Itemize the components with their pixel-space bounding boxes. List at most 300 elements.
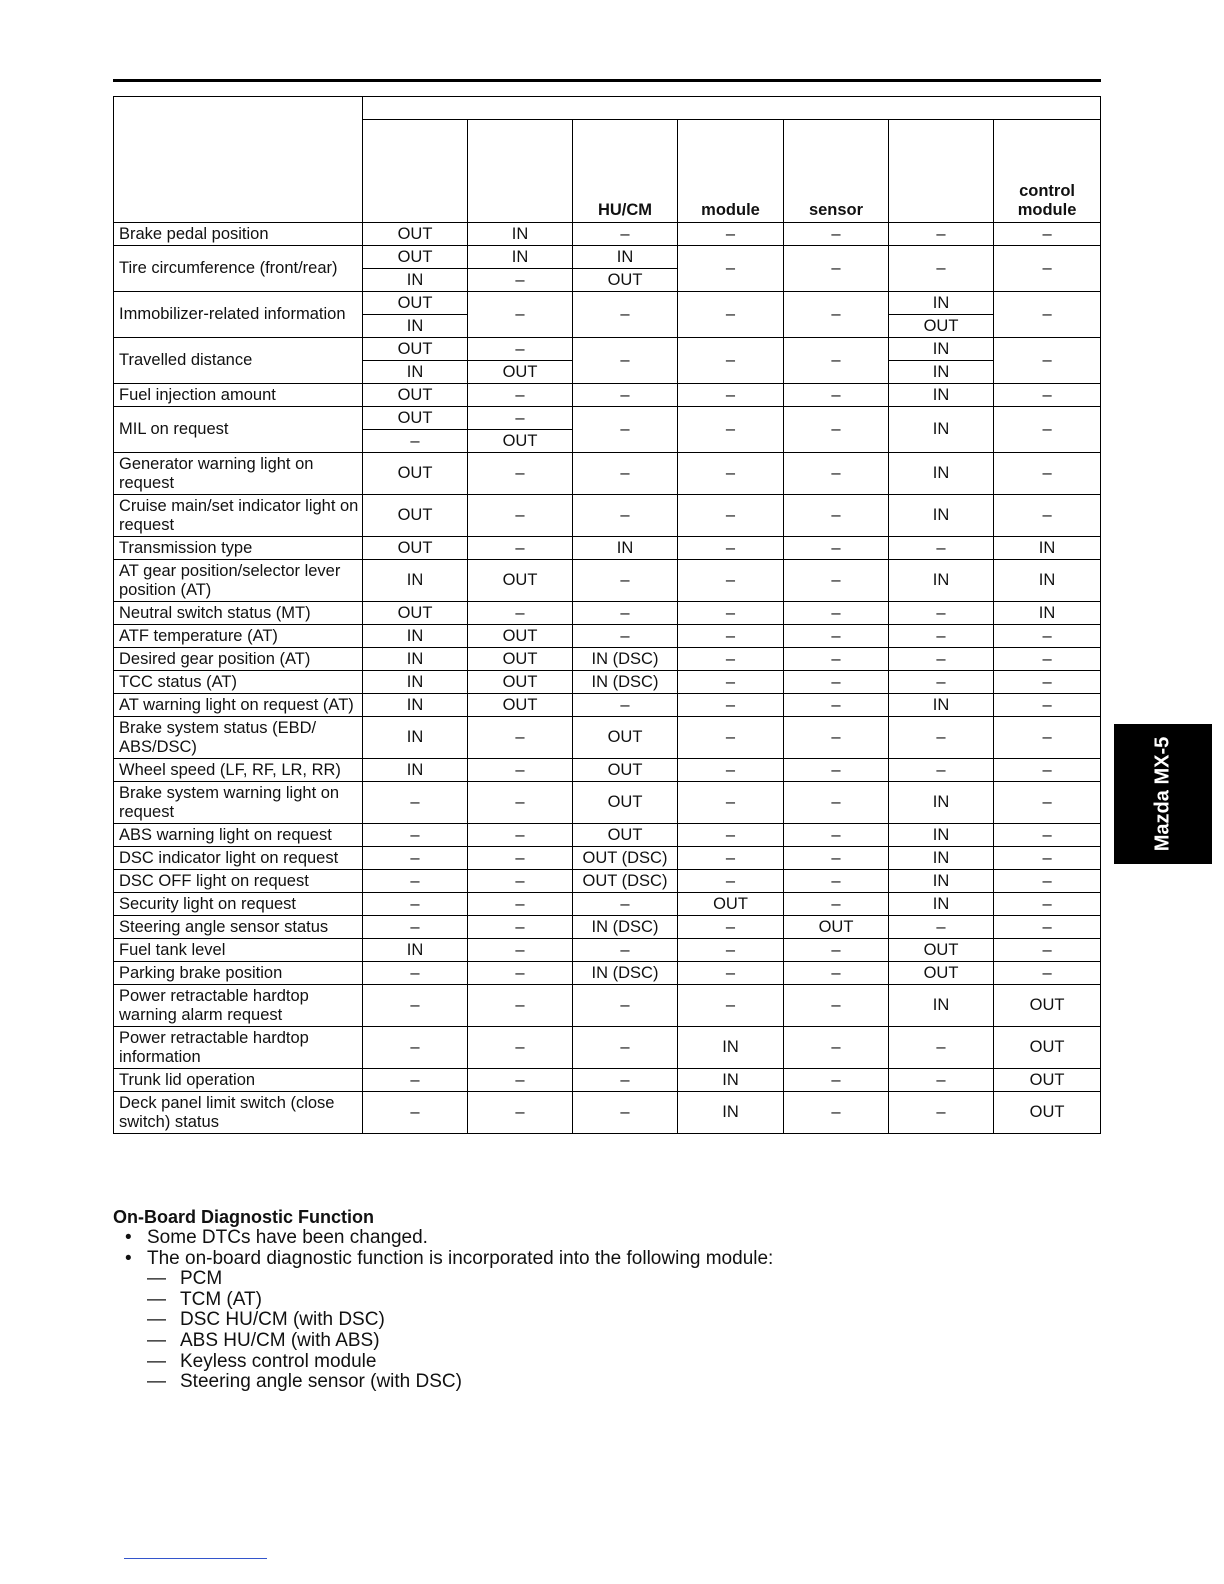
dash-marker: — bbox=[147, 1268, 166, 1290]
header-corner-cell bbox=[114, 97, 363, 223]
row-label: DSC indicator light on request bbox=[114, 847, 363, 870]
module-name: TCM (AT) bbox=[180, 1288, 262, 1310]
row-label: Immobilizer-related information bbox=[114, 292, 363, 338]
table-cell: – bbox=[784, 453, 889, 495]
row-label: MIL on request bbox=[114, 407, 363, 453]
table-cell: – bbox=[573, 939, 678, 962]
table-cell: – bbox=[784, 759, 889, 782]
obd-bullet-list bbox=[113, 1228, 1093, 1269]
table-cell: IN bbox=[889, 560, 994, 602]
table-cell: – bbox=[468, 407, 573, 430]
table-cell: – bbox=[889, 717, 994, 759]
table-row bbox=[114, 602, 1101, 625]
table-cell: – bbox=[468, 602, 573, 625]
table-cell: – bbox=[573, 453, 678, 495]
table-cell: – bbox=[784, 847, 889, 870]
table-cell: – bbox=[889, 246, 994, 292]
table-cell: – bbox=[363, 430, 468, 453]
side-tab bbox=[1114, 724, 1212, 864]
table-cell: OUT bbox=[363, 453, 468, 495]
row-label: Fuel tank level bbox=[114, 939, 363, 962]
table-cell: OUT bbox=[363, 223, 468, 246]
table-cell: OUT bbox=[363, 407, 468, 430]
table-cell: – bbox=[468, 985, 573, 1027]
table-cell: – bbox=[678, 648, 784, 671]
table-cell: – bbox=[468, 1092, 573, 1134]
table-cell: – bbox=[678, 223, 784, 246]
table-cell: IN bbox=[468, 246, 573, 269]
table-row bbox=[114, 625, 1101, 648]
table-cell: – bbox=[468, 870, 573, 893]
table-cell: – bbox=[784, 985, 889, 1027]
table-cell: – bbox=[994, 916, 1101, 939]
row-label: TCC status (AT) bbox=[114, 671, 363, 694]
bullet-marker: • bbox=[125, 1247, 132, 1269]
table-cell: OUT bbox=[994, 1092, 1101, 1134]
table-cell: – bbox=[468, 939, 573, 962]
list-item bbox=[113, 1372, 1093, 1393]
table-cell: – bbox=[678, 407, 784, 453]
footer-link-underline bbox=[124, 1558, 267, 1559]
table-cell: – bbox=[573, 407, 678, 453]
table-cell: OUT bbox=[468, 430, 573, 453]
table-cell: OUT bbox=[573, 759, 678, 782]
table-cell: – bbox=[678, 384, 784, 407]
row-label: Tire circumference (front/rear) bbox=[114, 246, 363, 292]
table-cell: IN bbox=[573, 246, 678, 269]
table-cell: – bbox=[363, 824, 468, 847]
table-cell: – bbox=[994, 939, 1101, 962]
table-cell: IN bbox=[468, 223, 573, 246]
table-cell: IN (DSC) bbox=[573, 916, 678, 939]
list-item bbox=[113, 1352, 1093, 1373]
table-cell: IN bbox=[363, 759, 468, 782]
table-cell: – bbox=[994, 870, 1101, 893]
table-cell: – bbox=[468, 1069, 573, 1092]
table-cell: – bbox=[468, 847, 573, 870]
table-cell: OUT bbox=[468, 648, 573, 671]
table-cell: – bbox=[784, 1069, 889, 1092]
table-cell: – bbox=[889, 223, 994, 246]
table-cell: IN bbox=[363, 361, 468, 384]
table-cell: IN (DSC) bbox=[573, 671, 678, 694]
table-cell: – bbox=[784, 384, 889, 407]
table-cell: IN bbox=[363, 315, 468, 338]
table-row bbox=[114, 1069, 1101, 1092]
table-cell: – bbox=[678, 292, 784, 338]
table-row bbox=[114, 537, 1101, 560]
can-signal-table bbox=[113, 96, 1101, 1134]
row-label: Trunk lid operation bbox=[114, 1069, 363, 1092]
module-name: PCM bbox=[180, 1268, 223, 1290]
obd-section bbox=[113, 1207, 1093, 1393]
table-row bbox=[114, 407, 1101, 430]
table-cell: – bbox=[994, 671, 1101, 694]
table-cell: – bbox=[784, 671, 889, 694]
table-cell: – bbox=[468, 824, 573, 847]
table-cell: – bbox=[784, 893, 889, 916]
row-label: Desired gear position (AT) bbox=[114, 648, 363, 671]
table-cell: – bbox=[889, 648, 994, 671]
table-cell: – bbox=[994, 223, 1101, 246]
table-cell: – bbox=[784, 407, 889, 453]
table-cell: OUT (DSC) bbox=[573, 847, 678, 870]
column-header: control module bbox=[994, 120, 1101, 223]
table-cell: – bbox=[784, 495, 889, 537]
table-cell: – bbox=[994, 759, 1101, 782]
table-row bbox=[114, 847, 1101, 870]
row-label: Deck panel limit switch (close switch) status bbox=[114, 1092, 363, 1134]
table-row bbox=[114, 985, 1101, 1027]
column-header: HU/CM bbox=[573, 120, 678, 223]
table-cell: – bbox=[889, 537, 994, 560]
table-cell: – bbox=[994, 384, 1101, 407]
table-cell: – bbox=[994, 847, 1101, 870]
list-item bbox=[113, 1249, 1093, 1270]
table-row bbox=[114, 870, 1101, 893]
table-cell: – bbox=[994, 495, 1101, 537]
table-cell: – bbox=[468, 495, 573, 537]
table-cell: – bbox=[468, 717, 573, 759]
table-cell: OUT bbox=[573, 824, 678, 847]
table-cell: OUT bbox=[784, 916, 889, 939]
table-cell: – bbox=[994, 648, 1101, 671]
table-cell: – bbox=[889, 1027, 994, 1069]
row-label: Parking brake position bbox=[114, 962, 363, 985]
table-cell: – bbox=[784, 246, 889, 292]
table-cell: – bbox=[573, 602, 678, 625]
column-header: sensor bbox=[784, 120, 889, 223]
table-cell: – bbox=[784, 717, 889, 759]
table-cell: OUT bbox=[994, 1027, 1101, 1069]
row-label: Brake system warning light on request bbox=[114, 782, 363, 824]
table-cell: – bbox=[784, 694, 889, 717]
table-cell: OUT bbox=[573, 782, 678, 824]
table-cell: – bbox=[573, 985, 678, 1027]
header-group-cell bbox=[363, 97, 1101, 120]
column-header bbox=[363, 120, 468, 223]
table-cell: IN bbox=[363, 671, 468, 694]
table-cell: – bbox=[678, 453, 784, 495]
table-cell: – bbox=[784, 648, 889, 671]
table-cell: OUT bbox=[468, 671, 573, 694]
table-cell: IN bbox=[889, 361, 994, 384]
row-label: Power retractable hardtop warning alarm request bbox=[114, 985, 363, 1027]
row-label: Generator warning light on request bbox=[114, 453, 363, 495]
table-cell: IN bbox=[889, 870, 994, 893]
table-cell: – bbox=[889, 671, 994, 694]
table-cell: – bbox=[363, 870, 468, 893]
table-cell: OUT bbox=[994, 985, 1101, 1027]
table-cell: – bbox=[573, 625, 678, 648]
table-cell: IN (DSC) bbox=[573, 648, 678, 671]
table-cell: – bbox=[363, 1027, 468, 1069]
table-cell: IN bbox=[363, 717, 468, 759]
row-label: Wheel speed (LF, RF, LR, RR) bbox=[114, 759, 363, 782]
table-row bbox=[114, 223, 1101, 246]
column-header bbox=[468, 120, 573, 223]
table-cell: – bbox=[678, 495, 784, 537]
table-cell: – bbox=[784, 223, 889, 246]
table-cell: – bbox=[573, 495, 678, 537]
table-cell: – bbox=[784, 625, 889, 648]
dash-marker: — bbox=[147, 1309, 166, 1331]
table-cell: OUT bbox=[363, 537, 468, 560]
table-row bbox=[114, 1027, 1101, 1069]
list-item bbox=[113, 1228, 1093, 1249]
table-cell: – bbox=[468, 916, 573, 939]
table-cell: OUT bbox=[678, 893, 784, 916]
row-label: DSC OFF light on request bbox=[114, 870, 363, 893]
table-cell: IN bbox=[889, 338, 994, 361]
table-cell: – bbox=[678, 560, 784, 602]
row-label: AT gear position/selector lever position (AT) bbox=[114, 560, 363, 602]
table-cell: – bbox=[468, 453, 573, 495]
table-cell: – bbox=[468, 962, 573, 985]
row-label: Security light on request bbox=[114, 893, 363, 916]
table-cell: IN bbox=[363, 648, 468, 671]
table-cell: – bbox=[994, 246, 1101, 292]
list-item bbox=[113, 1290, 1093, 1311]
table-cell: – bbox=[468, 292, 573, 338]
table-row bbox=[114, 453, 1101, 495]
table-cell: OUT (DSC) bbox=[573, 870, 678, 893]
row-label: ATF temperature (AT) bbox=[114, 625, 363, 648]
table-cell: – bbox=[889, 1069, 994, 1092]
table-cell: – bbox=[678, 694, 784, 717]
table-row bbox=[114, 495, 1101, 537]
table-cell: OUT bbox=[363, 602, 468, 625]
table-cell: – bbox=[573, 223, 678, 246]
table-cell: – bbox=[784, 824, 889, 847]
table-cell: – bbox=[468, 269, 573, 292]
table-body bbox=[114, 223, 1101, 1134]
table-row bbox=[114, 246, 1101, 269]
table-cell: – bbox=[678, 847, 784, 870]
table-row bbox=[114, 338, 1101, 361]
table-cell: IN bbox=[678, 1027, 784, 1069]
table-cell: OUT bbox=[363, 495, 468, 537]
bullet-text: Some DTCs have been changed. bbox=[147, 1227, 428, 1248]
dash-marker: — bbox=[147, 1350, 166, 1372]
table-cell: – bbox=[573, 1092, 678, 1134]
row-label: Brake system status (EBD/ ABS/DSC) bbox=[114, 717, 363, 759]
table-cell: – bbox=[784, 1027, 889, 1069]
table-cell: OUT bbox=[468, 361, 573, 384]
table-cell: – bbox=[573, 292, 678, 338]
table-cell: IN bbox=[994, 560, 1101, 602]
table-cell: – bbox=[678, 916, 784, 939]
table-cell: – bbox=[573, 560, 678, 602]
table-cell: – bbox=[363, 782, 468, 824]
table-cell: OUT bbox=[468, 694, 573, 717]
table-cell: – bbox=[468, 384, 573, 407]
table-row bbox=[114, 384, 1101, 407]
table-cell: OUT bbox=[468, 560, 573, 602]
table-cell: IN bbox=[889, 495, 994, 537]
table-cell: – bbox=[994, 625, 1101, 648]
table-cell: – bbox=[784, 537, 889, 560]
table-cell: – bbox=[573, 893, 678, 916]
module-name: DSC HU/CM (with DSC) bbox=[180, 1309, 385, 1331]
table-cell: – bbox=[994, 694, 1101, 717]
table-cell: – bbox=[784, 870, 889, 893]
table-cell: – bbox=[784, 292, 889, 338]
table-cell: IN bbox=[889, 407, 994, 453]
table-cell: – bbox=[678, 824, 784, 847]
table-cell: – bbox=[784, 782, 889, 824]
table-cell: – bbox=[784, 602, 889, 625]
module-name: Steering angle sensor (with DSC) bbox=[180, 1371, 462, 1393]
dash-marker: — bbox=[147, 1288, 166, 1310]
table-cell: – bbox=[678, 537, 784, 560]
column-header: module bbox=[678, 120, 784, 223]
table-cell: IN bbox=[363, 694, 468, 717]
table-cell: IN bbox=[889, 985, 994, 1027]
table-row bbox=[114, 717, 1101, 759]
table-cell: IN bbox=[678, 1092, 784, 1134]
table-cell: – bbox=[784, 1092, 889, 1134]
table-cell: – bbox=[678, 782, 784, 824]
table-cell: IN bbox=[363, 625, 468, 648]
table-cell: – bbox=[573, 1069, 678, 1092]
table-cell: IN bbox=[889, 292, 994, 315]
dash-marker: — bbox=[147, 1371, 166, 1393]
table-cell: IN bbox=[889, 824, 994, 847]
table-cell: – bbox=[573, 694, 678, 717]
obd-module-list bbox=[113, 1269, 1093, 1393]
table-cell: – bbox=[784, 939, 889, 962]
table-cell: – bbox=[994, 453, 1101, 495]
table-row bbox=[114, 1092, 1101, 1134]
table-cell: – bbox=[994, 824, 1101, 847]
table-cell: IN bbox=[994, 537, 1101, 560]
table-cell: – bbox=[994, 782, 1101, 824]
table-cell: – bbox=[573, 338, 678, 384]
table-cell: OUT bbox=[363, 384, 468, 407]
table-cell: IN bbox=[363, 560, 468, 602]
table-cell: IN bbox=[889, 893, 994, 916]
table-cell: – bbox=[468, 338, 573, 361]
list-item bbox=[113, 1331, 1093, 1352]
module-name: ABS HU/CM (with ABS) bbox=[180, 1329, 380, 1351]
table-row bbox=[114, 893, 1101, 916]
row-label: Power retractable hardtop information bbox=[114, 1027, 363, 1069]
table-cell: OUT bbox=[363, 338, 468, 361]
row-label: Neutral switch status (MT) bbox=[114, 602, 363, 625]
table-cell: IN bbox=[363, 269, 468, 292]
table-cell: – bbox=[468, 1027, 573, 1069]
table-cell: IN (DSC) bbox=[573, 962, 678, 985]
side-tab-label: Mazda MX-5 bbox=[1151, 736, 1174, 852]
table-cell: – bbox=[468, 782, 573, 824]
table-cell: OUT bbox=[994, 1069, 1101, 1092]
table-cell: – bbox=[363, 985, 468, 1027]
table-cell: OUT bbox=[889, 939, 994, 962]
table-cell: – bbox=[678, 625, 784, 648]
table-cell: IN bbox=[889, 694, 994, 717]
row-label: Fuel injection amount bbox=[114, 384, 363, 407]
table-cell: – bbox=[678, 602, 784, 625]
table-row bbox=[114, 671, 1101, 694]
table-cell: OUT bbox=[363, 246, 468, 269]
table-cell: OUT bbox=[889, 315, 994, 338]
table-cell: – bbox=[678, 717, 784, 759]
table-row bbox=[114, 962, 1101, 985]
table-header bbox=[114, 97, 1101, 223]
table-row bbox=[114, 916, 1101, 939]
table-row bbox=[114, 759, 1101, 782]
column-header bbox=[889, 120, 994, 223]
table-row bbox=[114, 648, 1101, 671]
obd-heading: On-Board Diagnostic Function bbox=[113, 1207, 374, 1227]
table-cell: – bbox=[889, 602, 994, 625]
table-cell: IN bbox=[678, 1069, 784, 1092]
table-cell: – bbox=[994, 717, 1101, 759]
table-cell: – bbox=[678, 962, 784, 985]
table-cell: – bbox=[994, 292, 1101, 338]
table-cell: – bbox=[363, 1069, 468, 1092]
table-cell: – bbox=[784, 338, 889, 384]
table-cell: IN bbox=[573, 537, 678, 560]
table-cell: OUT bbox=[363, 292, 468, 315]
table-cell: – bbox=[784, 962, 889, 985]
table-cell: IN bbox=[889, 847, 994, 870]
table-cell: IN bbox=[889, 384, 994, 407]
table-cell: IN bbox=[889, 453, 994, 495]
table-cell: OUT bbox=[573, 269, 678, 292]
row-label: Transmission type bbox=[114, 537, 363, 560]
table-cell: – bbox=[784, 560, 889, 602]
table-cell: – bbox=[678, 985, 784, 1027]
table-cell: – bbox=[994, 338, 1101, 384]
module-name: Keyless control module bbox=[180, 1350, 377, 1372]
table-cell: – bbox=[678, 246, 784, 292]
table-row bbox=[114, 292, 1101, 315]
table-row bbox=[114, 824, 1101, 847]
row-label: Travelled distance bbox=[114, 338, 363, 384]
table-row bbox=[114, 939, 1101, 962]
table-cell: – bbox=[678, 671, 784, 694]
row-label: AT warning light on request (AT) bbox=[114, 694, 363, 717]
bullet-marker: • bbox=[125, 1227, 132, 1248]
table-cell: – bbox=[889, 1092, 994, 1134]
row-label: Brake pedal position bbox=[114, 223, 363, 246]
table-cell: OUT bbox=[573, 717, 678, 759]
table-cell: – bbox=[363, 916, 468, 939]
table-cell: – bbox=[573, 1027, 678, 1069]
table-cell: IN bbox=[994, 602, 1101, 625]
row-label: Steering angle sensor status bbox=[114, 916, 363, 939]
table-cell: – bbox=[994, 893, 1101, 916]
top-rule bbox=[113, 79, 1101, 82]
table-cell: – bbox=[678, 338, 784, 384]
table-cell: – bbox=[363, 847, 468, 870]
table-cell: – bbox=[994, 962, 1101, 985]
table-cell: – bbox=[889, 625, 994, 648]
bullet-text: The on-board diagnostic function is incorporated into the following module: bbox=[147, 1247, 774, 1269]
table-cell: – bbox=[994, 407, 1101, 453]
table-row bbox=[114, 782, 1101, 824]
table-cell: – bbox=[468, 759, 573, 782]
table-cell: – bbox=[889, 916, 994, 939]
dash-marker: — bbox=[147, 1329, 166, 1351]
table-row bbox=[114, 694, 1101, 717]
table-cell: IN bbox=[363, 939, 468, 962]
table-cell: – bbox=[678, 759, 784, 782]
list-item bbox=[113, 1310, 1093, 1331]
table-cell: – bbox=[468, 537, 573, 560]
